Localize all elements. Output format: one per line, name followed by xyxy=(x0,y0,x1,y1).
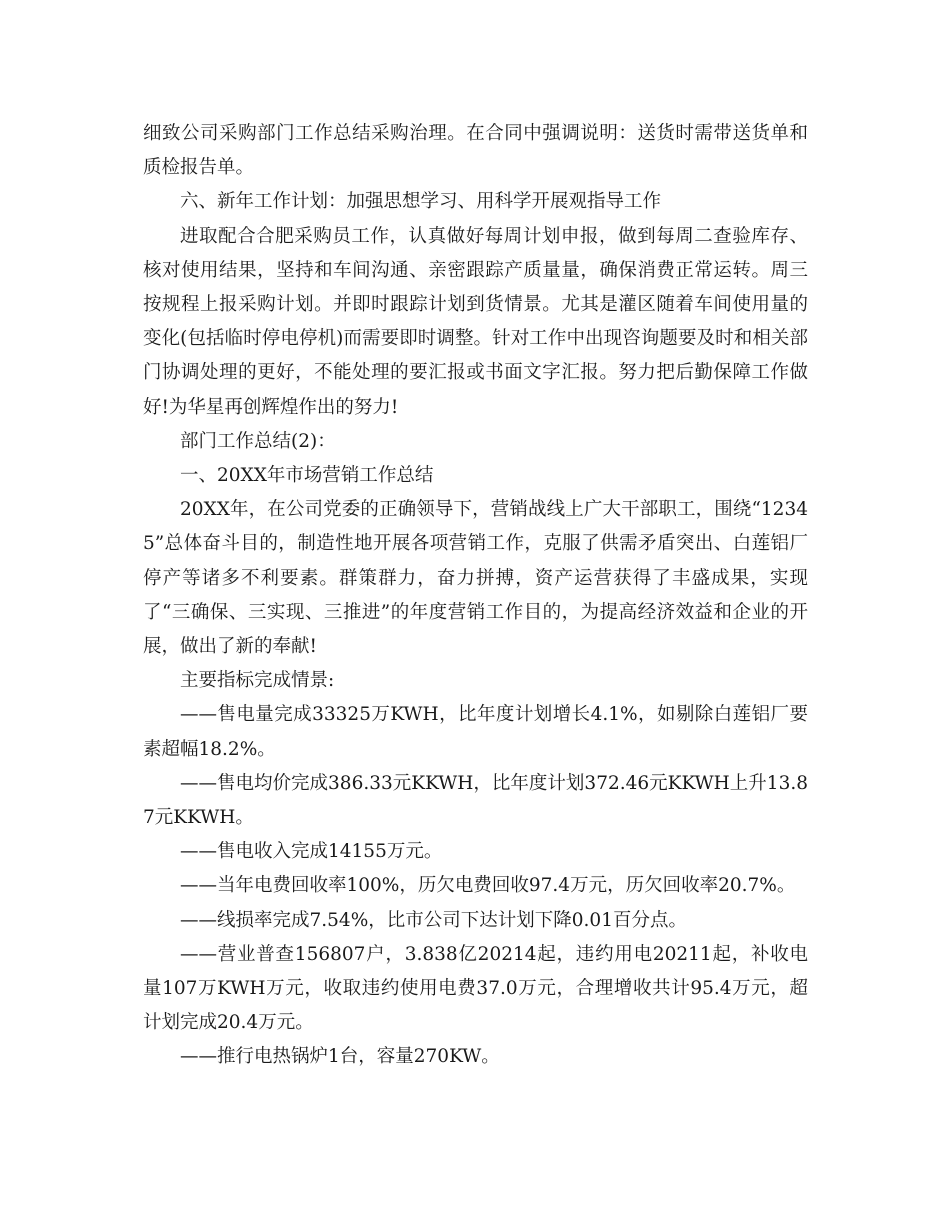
list-item-electric-boiler: ——推行电热锅炉1台，容量270KW。 xyxy=(180,1046,500,1068)
list-item-fee-recovery: ——当年电费回收率100%，历欠电费回收97.4万元，历欠回收率20.7%。 xyxy=(180,875,796,897)
heading-marketing-summary: 一、20XX年市场营销工作总结 xyxy=(180,465,434,487)
list-item-business-census: ——营业普查156807户，3.838亿20214起，违约用电20211起，补收电量107万KWH万元，收取违约使用电费37.0万元，合理增收共计95.4万元，超计划完成20.4万元。 xyxy=(143,943,808,1034)
list-item-average-price: ——售电均价完成386.33元KKWH，比年度计划372.46元KKWH上升13.87元KKWH。 xyxy=(143,772,808,829)
heading-department-summary-2: 部门工作总结(2)： xyxy=(180,430,336,452)
heading-main-indicators: 主要指标完成情景: xyxy=(180,670,335,692)
paragraph-procurement-management: 细致公司采购部门工作总结采购治理。在合同中强调说明：送货时需带送货单和质检报告单。 xyxy=(143,123,808,179)
heading-new-year-plan: 六、新年工作计划：加强思想学习、用科学开展观指导工作 xyxy=(180,191,662,213)
list-item-sales-revenue: ——售电收入完成14155万元。 xyxy=(180,841,443,863)
list-item-line-loss: ——线损率完成7.54%，比市公司下达计划下降0.01百分点。 xyxy=(180,909,687,931)
paragraph-purchasing-work: 进取配合合肥采购员工作，认真做好每周计划申报，做到每周二查验库存、核对使用结果，坚持和车间沟通、亲密跟踪产质量量，确保消费正常运转。周三按规程上报采购计划。并即时跟踪计划到货情景。尤其是灌区随着车间使用量的变化(包括临时停电停机)而需要即时调整。针对工作中出现咨询题要及时和相关部门协调处理的更好，不能处理的要汇报或书面文字汇报。努力把后勤保障工作做好!为华星再创辉煌作出的努力! xyxy=(143,225,808,418)
document-body xyxy=(143,117,808,1075)
paragraph-marketing-overview: 20XX年，在公司党委的正确领导下，营销战线上广大干部职工，围绕“12345”总体奋斗目的，制造性地开展各项营销工作，克服了供需矛盾突出、白莲铝厂停产等诸多不利要素。群策群力，奋力拼搏，资产运营获得了丰盛成果，实现了“三确保、三实现、三推进”的年度营销工作目的，为提高经济效益和企业的开展，做出了新的奉献! xyxy=(143,499,808,658)
list-item-electricity-sales: ——售电量完成33325万KWH，比年度计划增长4.1%，如剔除白莲铝厂要素超幅18.2%。 xyxy=(143,704,808,760)
